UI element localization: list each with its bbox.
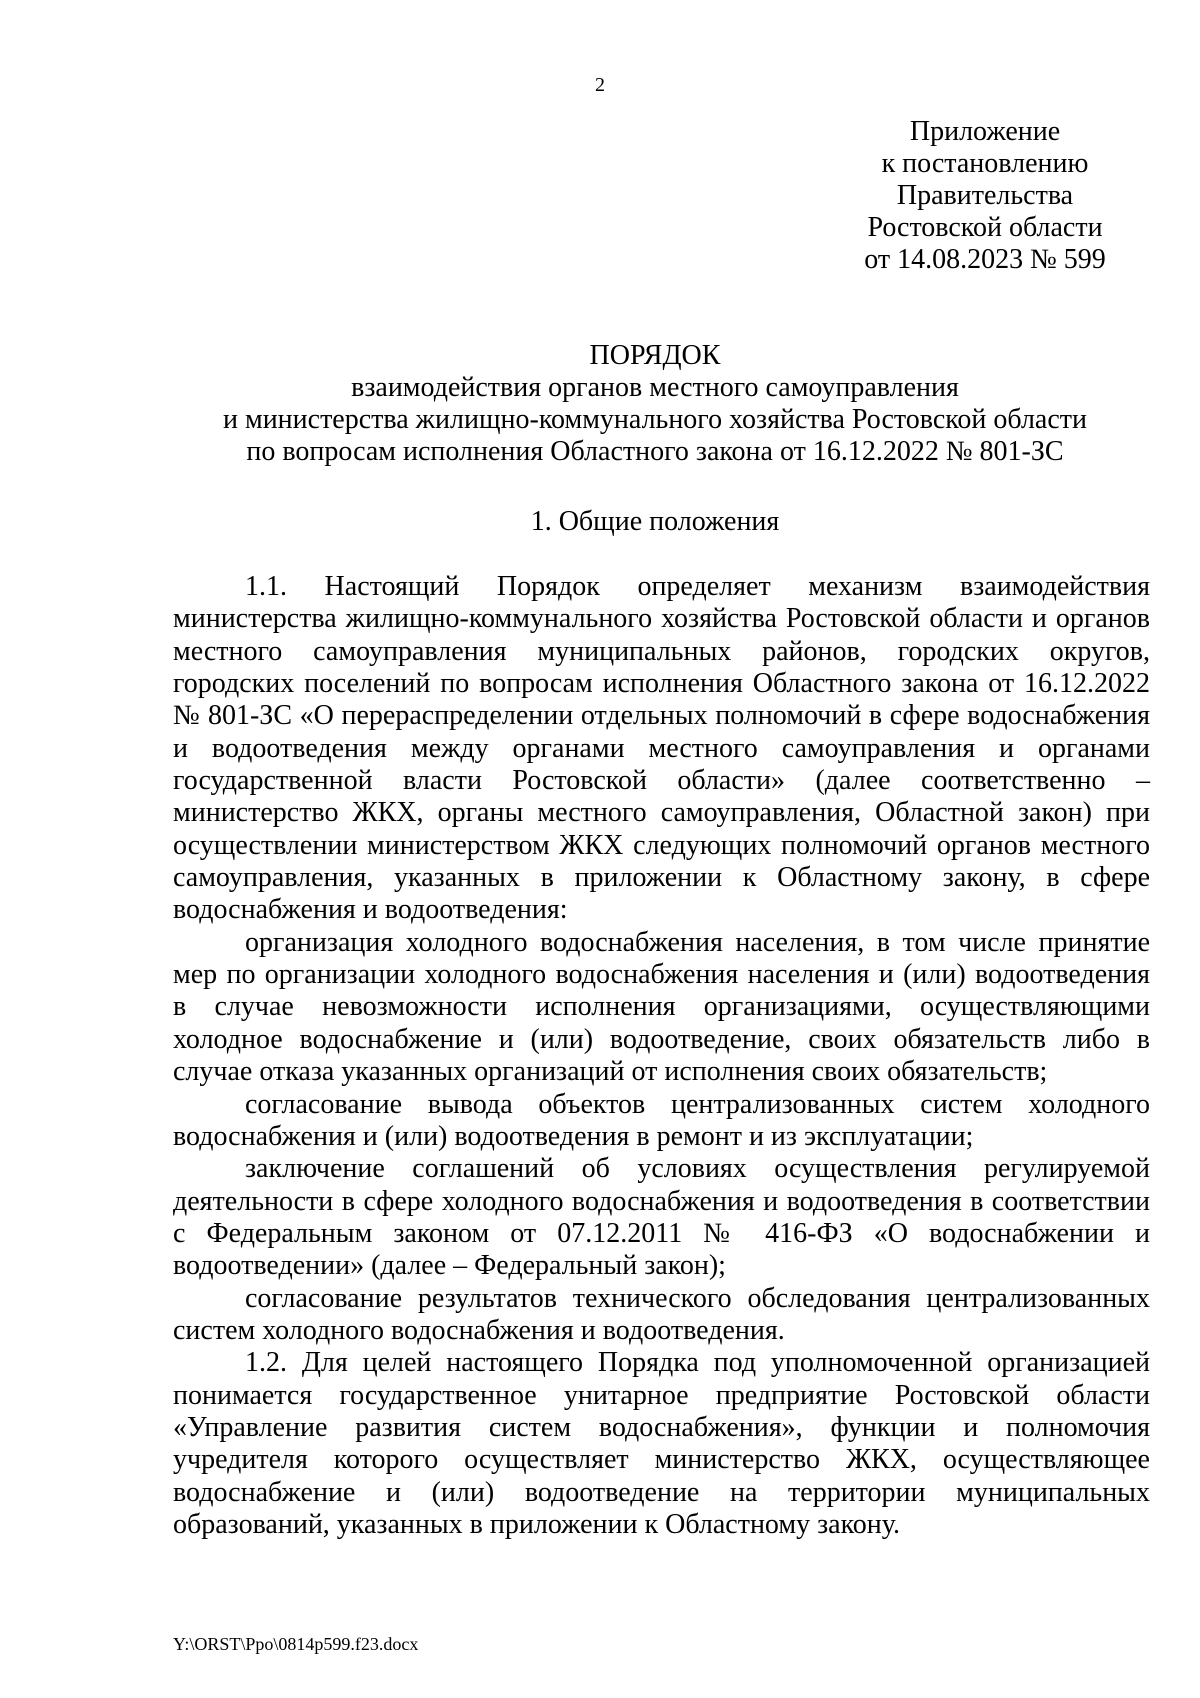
appendix-line: Приложение [909,116,1061,147]
paragraph-item: согласование вывода объектов централизованных систем холодного водоснабжения и (или) водоотведения в ремонт и из эксплуатации; [173,1088,1150,1152]
document-title [160,340,1150,468]
appendix-line: от 14.08.2023 № 599 [864,244,1106,275]
footer-file-path: Y:\ORST\Ppo\0814p599.f23.docx [173,1634,419,1654]
section-heading: 1. Общие положения [530,506,780,537]
appendix-line: Правительства [896,180,1074,211]
page-number: 2 [595,74,605,96]
paragraph-1-2: 1.2. Для целей настоящего Порядка под уполномоченной организацией понимается государственное унитарное предприятие Ростовской области «Управление развития систем водоснабжения», функции и полномочия учредителя которого осуществляет министерство ЖКХ, осуществляющее водоснабжение и (или) водоотведение на территории муниципальных образований, указанных в приложении к Областному закону. [173,1347,1150,1540]
paragraph-1-1: 1.1. Настоящий Порядок определяет механизм взаимодействия министерства жилищно-коммунального хозяйства Ростовской области и органов местного самоуправления муниципальных районов, городских округов, городских поселений по вопросам исполнения Областного закона от 16.12.2022 № 801-ЗС «О перераспределении отдельных полномочий в сфере водоснабжения и водоотведения между органами местного самоуправления и органами государственной власти Ростовской области» (далее соответственно – министерство ЖКХ, органы местного самоуправления, Областной закон) при осуществлении министерством ЖКХ следующих полномочий органов местного самоуправления, указанных в приложении к Областному закону, в сфере водоснабжения и водоотведения: [173,571,1150,926]
appendix-header [830,116,1140,276]
paragraph-item: согласование результатов технического обследования централизованных систем холодного водоснабжения и водоотведения. [173,1282,1150,1346]
appendix-line: Ростовской области [867,212,1103,243]
title-line: и министерства жилищно-коммунального хозяйства Ростовской области [222,404,1088,435]
appendix-line: к постановлению [881,148,1089,179]
body-text [173,571,1150,1541]
title-heading: ПОРЯДОК [589,340,721,371]
title-line: взаимодействия органов местного самоуправления [351,372,959,403]
paragraph-item: организация холодного водоснабжения населения, в том числе принятие мер по организации холодного водоснабжения населения и (или) водоотведения в случае невозможности исполнения организациями, осуществляющими холодное водоснабжение и (или) водоотведение, своих обязательств либо в случае отказа указанных организаций от исполнения своих обязательств; [173,926,1150,1088]
title-line: по вопросам исполнения Областного закона от 16.12.2022 № 801-ЗС [246,436,1064,467]
paragraph-item: заключение соглашений об условиях осуществления регулируемой деятельности в сфере холодного водоснабжения и водоотведения в соответствии с Федеральным законом от 07.12.2011 № 416-ФЗ «О водоснабжении и водоотведении» (далее – Федеральный закон); [173,1153,1150,1282]
